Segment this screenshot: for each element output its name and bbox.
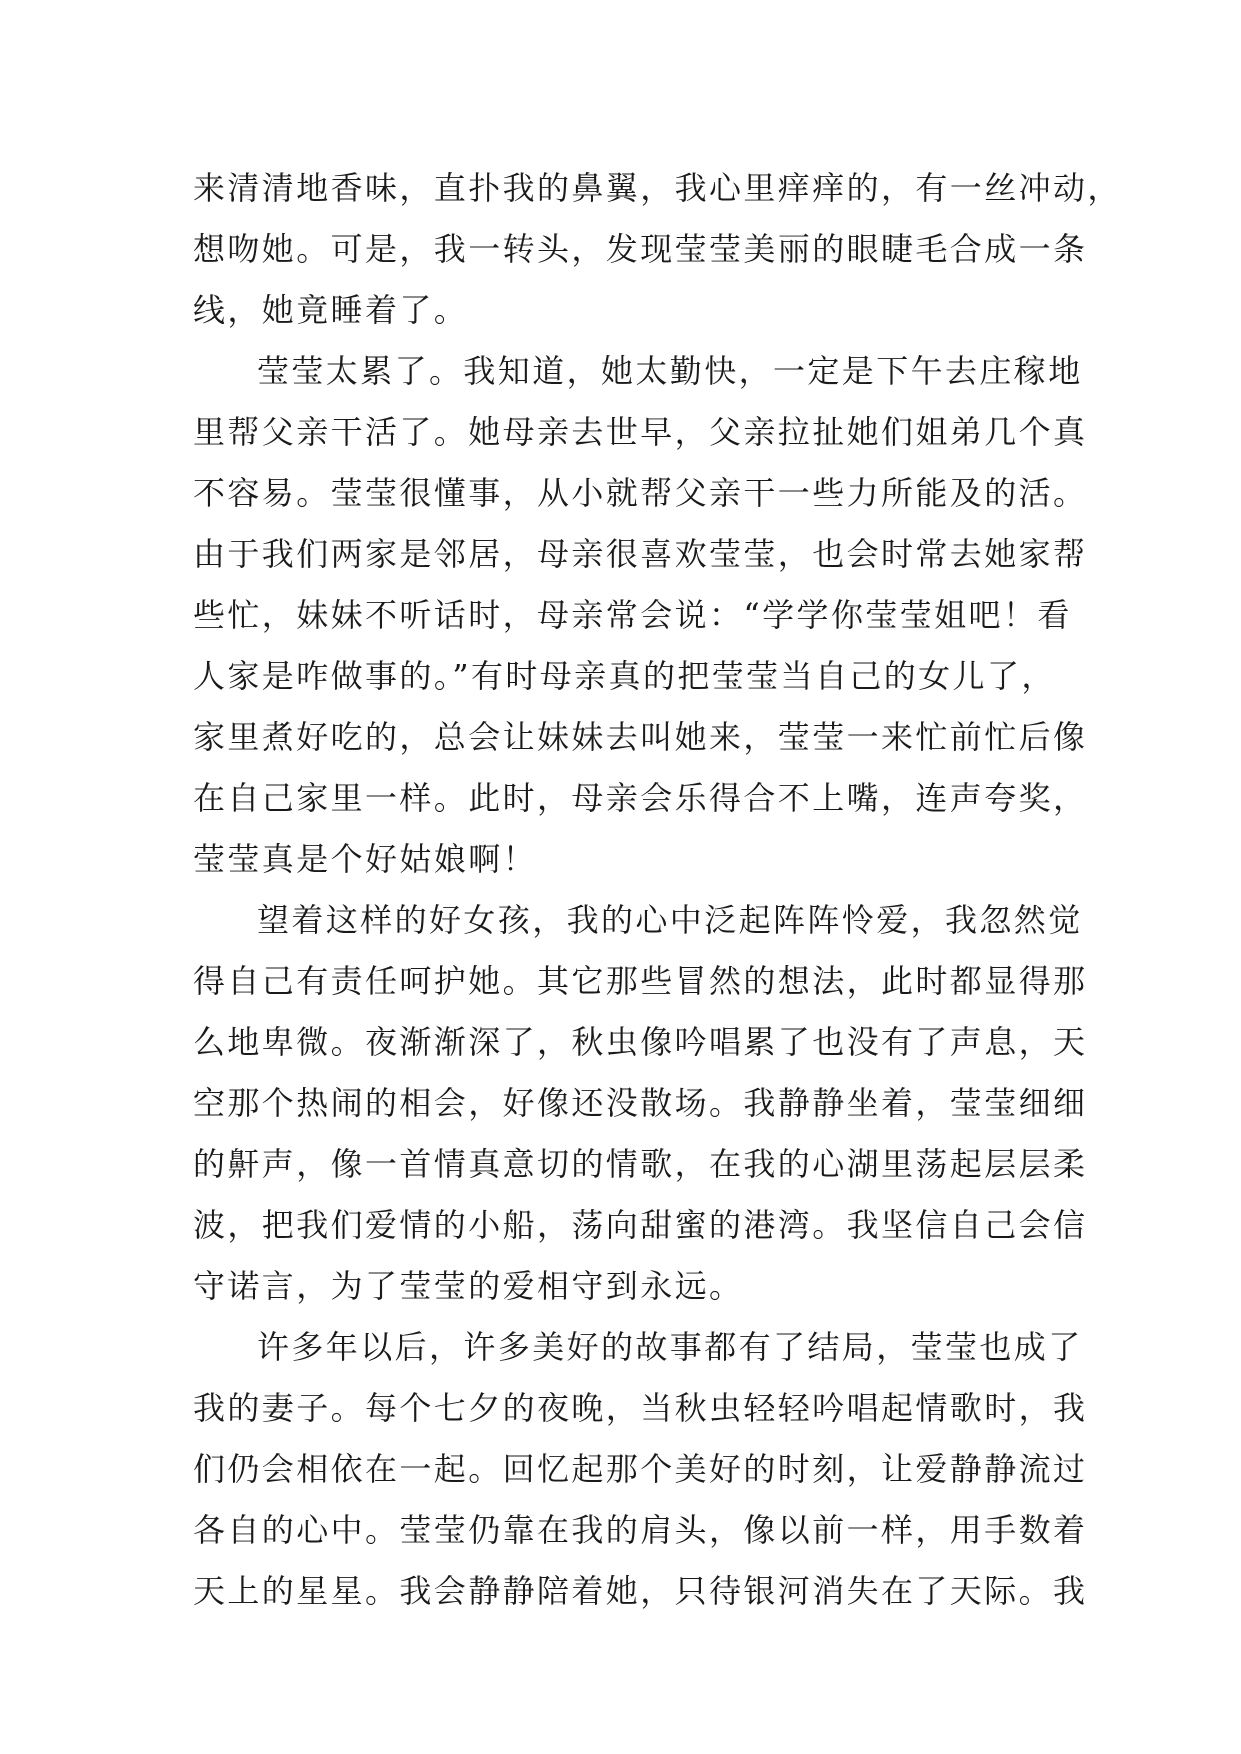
- paragraph-start-line: 望着这样的好女孩，我的心中泛起阵阵怜爱，我忽然觉: [257, 901, 1083, 939]
- text-line: 得自己有责任呵护她。其它那些冒然的想法，此时都显得那: [193, 962, 1088, 1000]
- text-line: 守诺言，为了莹莹的爱相守到永远。: [193, 1267, 744, 1305]
- paragraph-start-line: 许多年以后，许多美好的故事都有了结局，莹莹也成了: [257, 1328, 1083, 1366]
- text-line: 家里煮好吃的，总会让妹妹去叫她来，莹莹一来忙前忙后像: [193, 718, 1088, 756]
- text-line: 我的妻子。每个七夕的夜晚，当秋虫轻轻吟唱起情歌时，我: [193, 1389, 1088, 1427]
- text-line: 线，她竟睡着了。: [193, 291, 469, 329]
- text-line: 人家是咋做事的。”有时母亲真的把莹莹当自己的女儿了，: [193, 657, 1056, 695]
- text-line: 各自的心中。莹莹仍靠在我的肩头，像以前一样，用手数着: [193, 1511, 1088, 1549]
- text-line: 些忙，妹妹不听话时，母亲常会说：“学学你莹莹姐吧！看: [193, 596, 1072, 634]
- text-line: 空那个热闹的相会，好像还没散场。我静静坐着，莹莹细细: [193, 1084, 1088, 1122]
- text-line: 里帮父亲干活了。她母亲去世早，父亲拉扯她们姐弟几个真: [193, 413, 1088, 451]
- text-line: 天上的星星。我会静静陪着她，只待银河消失在了天际。我: [193, 1572, 1088, 1610]
- text-line: 们仍会相依在一起。回忆起那个美好的时刻，让爱静静流过: [193, 1450, 1088, 1488]
- text-line: 不容易。莹莹很懂事，从小就帮父亲干一些力所能及的活。: [193, 474, 1088, 512]
- document-body: [193, 158, 1122, 1622]
- text-line: 么地卑微。夜渐渐深了，秋虫像吟唱累了也没有了声息，天: [193, 1023, 1088, 1061]
- text-line: 的鼾声，像一首情真意切的情歌，在我的心湖里荡起层层柔: [193, 1145, 1088, 1183]
- text-line: 波，把我们爱情的小船，荡向甜蜜的港湾。我坚信自己会信: [193, 1206, 1088, 1244]
- text-line: 想吻她。可是，我一转头，发现莹莹美丽的眼睫毛合成一条: [193, 230, 1088, 268]
- paragraph-start-line: 莹莹太累了。我知道，她太勤快，一定是下午去庄稼地: [257, 352, 1083, 390]
- text-line: 在自己家里一样。此时，母亲会乐得合不上嘴，连声夸奖，: [193, 779, 1088, 817]
- text-line: 由于我们两家是邻居，母亲很喜欢莹莹，也会时常去她家帮: [193, 535, 1088, 573]
- text-line: 莹莹真是个好姑娘啊！: [193, 840, 538, 878]
- text-line: 来清清地香味，直扑我的鼻翼，我心里痒痒的，有一丝冲动，: [193, 169, 1122, 207]
